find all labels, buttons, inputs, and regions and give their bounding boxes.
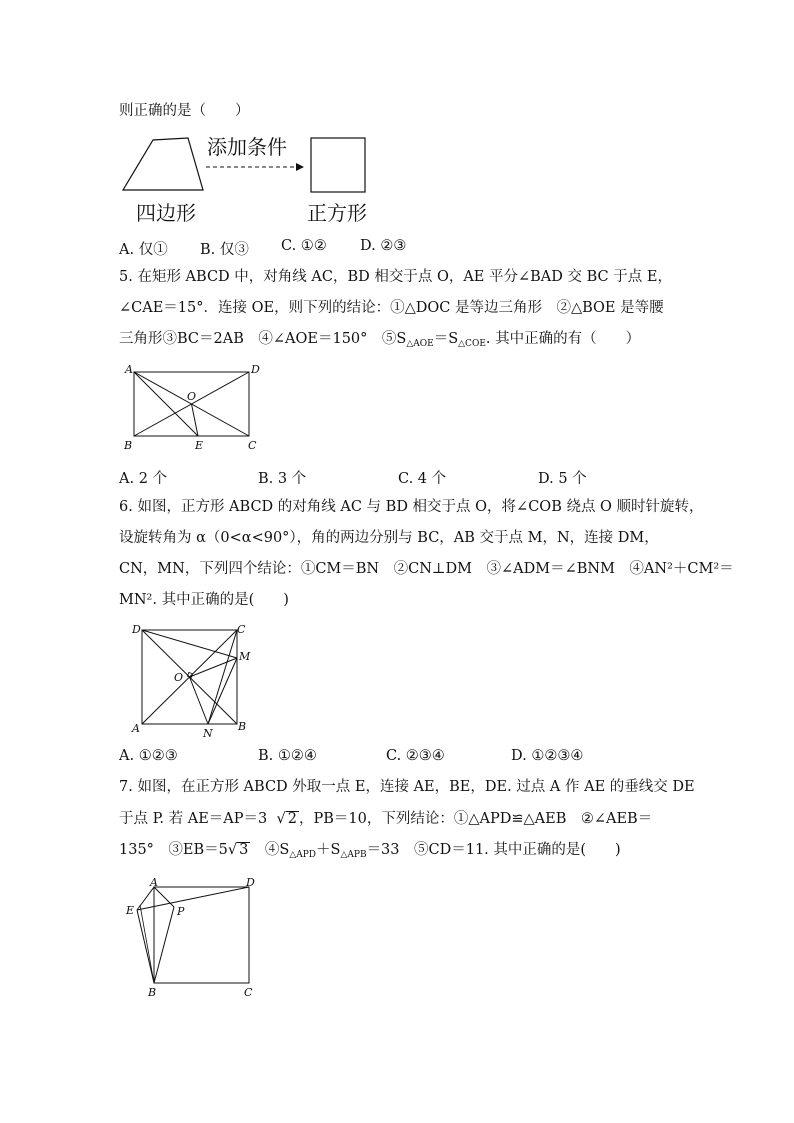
square-shape <box>311 138 365 192</box>
q6-line-3: CN，MN，下列四个结论：①CM＝BN ②CN⊥DM ③∠ADM＝∠BNM ④AN²＋CM²＝ <box>119 561 734 577</box>
label-e: E <box>195 439 204 452</box>
q6-option-c: C. ②③④ <box>386 748 445 764</box>
q7-square-figure <box>122 872 267 1002</box>
label-b: B <box>124 439 133 452</box>
label-n: N <box>203 727 213 740</box>
q5-line-1: 5. 在矩形 ABCD 中，对角线 AC，BD 相交于点 O，AE 平分∠BAD 交 BC 于点 E， <box>119 269 672 285</box>
label-d: D <box>132 623 141 636</box>
q5-line-3: 三角形③BC＝2AB ④∠AOE＝150° $⑤S_{\triangle AOE}=S_{\triangle COE}$. 其中正确的有（ ） <box>119 331 641 349</box>
sqrt-3: 3 <box>239 842 249 858</box>
label-c: C <box>244 986 253 999</box>
q6-option-b: B. ①②④ <box>258 748 317 764</box>
label-o: O <box>174 671 184 684</box>
q5-option-a: A. 2 个 <box>119 471 168 487</box>
q5-line-2: ∠CAE＝15°．连接 OE，则下列的结论：①△DOC 是等边三角形 ②△BOE 是等腰 <box>119 300 664 316</box>
q7-line-2: 于点 P. 若 AE＝AP＝3 √ 2 ，PB＝10，下列结论：①△APD≌△AEB ②∠AEB＝ <box>119 811 653 827</box>
label-a: A <box>150 876 158 889</box>
q6-square-figure <box>122 620 262 740</box>
right-shape-label: 正方形 <box>307 201 367 225</box>
label-d: D <box>246 876 255 889</box>
q6-option-a: A. ①②③ <box>119 748 178 764</box>
left-shape-label: 四边形 <box>136 201 196 225</box>
q4-question-tail: 则正确的是（ ） <box>119 103 250 119</box>
q6-line-1: 6. 如图，正方形 ABCD 的对角线 AC 与 BD 相交于点 O，将∠COB 绕点 O 顺时针旋转， <box>119 499 704 515</box>
sqrt-2: 2 <box>287 811 297 827</box>
arrow-head-icon <box>296 163 304 171</box>
label-c: C <box>237 623 246 636</box>
label-a: A <box>125 363 133 376</box>
q7-line-1: 7. 如图，在正方形 ABCD 外取一点 E，连接 AE，BE，DE. 过点 A 作 AE 的垂线交 DE <box>119 779 695 795</box>
label-a: A <box>132 722 140 735</box>
label-c: C <box>248 439 257 452</box>
q4-option-c: C. ①② <box>281 238 327 254</box>
label-b: B <box>238 720 247 733</box>
quadrilateral-shape <box>123 138 203 190</box>
label-e: E <box>126 904 135 917</box>
q7-line-3: 135° ③EB＝5√ 3 $④S_{\triangle APD}+S_{\triangle APB}=33$ ⑤CD＝11. 其中正确的是( ) <box>119 842 621 860</box>
label-p: P <box>177 905 185 918</box>
label-o: O <box>187 390 197 403</box>
q4-option-b: B. 仅③ <box>200 242 249 258</box>
q4-option-d: D. ②③ <box>360 238 407 254</box>
arrow-label: 添加条件 <box>207 135 287 159</box>
q5-option-b: B. 3 个 <box>258 471 307 487</box>
label-d: D <box>251 363 260 376</box>
q5-option-c: C. 4 个 <box>398 471 447 487</box>
label-m: M <box>239 650 251 663</box>
q5-option-d: D. 5 个 <box>538 471 587 487</box>
q4-option-a: A. 仅① <box>119 242 168 258</box>
q5-rectangle-figure <box>120 362 270 454</box>
q6-line-4: MN². 其中正确的是( ) <box>119 592 289 608</box>
q6-line-2: 设旋转角为 α（0<α<90°），角的两边分别与 BC，AB 交于点 M，N，连接 DM， <box>119 530 659 546</box>
label-b: B <box>148 986 157 999</box>
q6-option-d: D. ①②③④ <box>511 748 584 764</box>
